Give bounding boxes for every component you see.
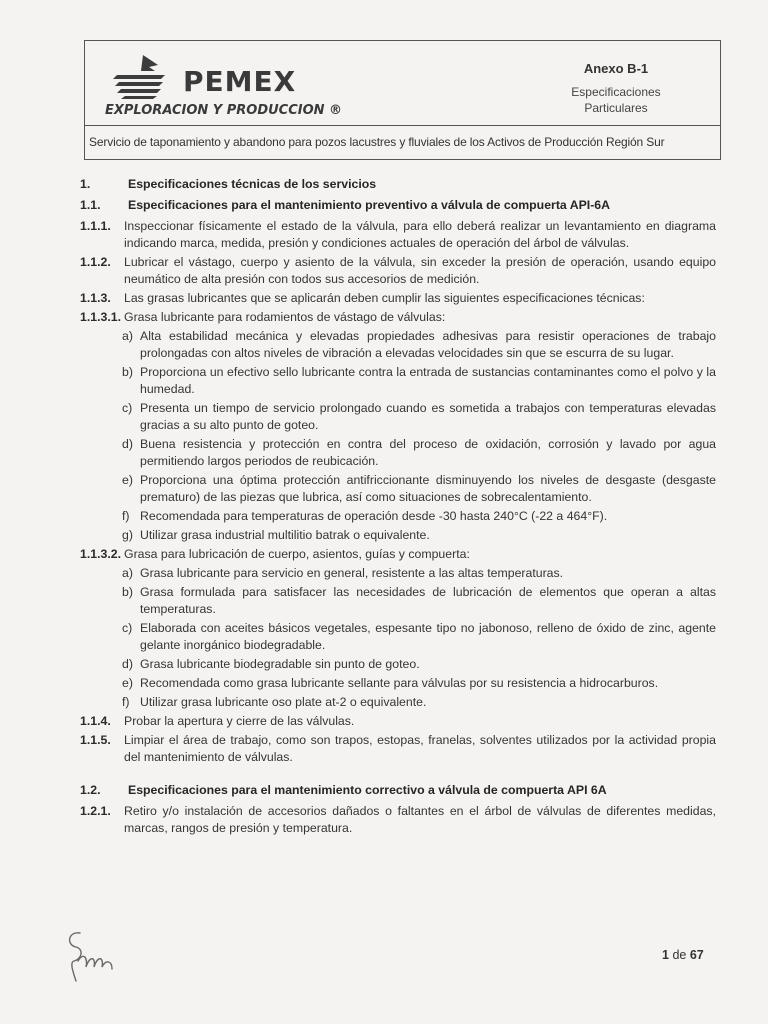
clause [80, 713, 716, 730]
pemex-eagle-icon [103, 51, 183, 101]
list-item-letter: d) [122, 657, 133, 671]
list [122, 328, 716, 544]
annex-title: Anexo B-1 [583, 61, 649, 76]
annex-subtitle [546, 84, 686, 116]
page-total: 67 [689, 948, 704, 962]
clause-number: 1.1.1. [80, 219, 111, 233]
clause-number: 1.1.4. [80, 714, 111, 728]
list-item-letter: a) [122, 329, 133, 343]
list-item [122, 527, 716, 544]
page-current: 1 [662, 948, 669, 962]
page-of: de [672, 948, 687, 962]
section-title: Especificaciones para el mantenimiento correctivo a válvula de compuerta API 6A [128, 783, 607, 797]
clause-text: Retiro y/o instalación de accesorios dañados o faltantes en el árbol de válvulas de diferentes medidas, marcas, rangos de presión y temperatura. [124, 804, 716, 835]
clause [80, 732, 716, 766]
list-item [122, 364, 716, 398]
document-body [80, 176, 716, 839]
clause-number: 1.1.3.1. [80, 310, 122, 324]
list-item-text: Grasa formulada para satisfacer las necesidades de lubricación de elementos que operan a altas temperaturas. [140, 585, 716, 616]
list-item-text: Recomendada como grasa lubricante sellante para válvulas por su resistencia a hidrocarburos. [140, 676, 659, 690]
list-item-letter: b) [122, 365, 133, 379]
clause-text: Probar la apertura y cierre de las válvulas. [124, 714, 355, 728]
list-item [122, 565, 716, 582]
section-title: Especificaciones técnicas de los servicios [128, 177, 377, 191]
section-number: 1.1. [80, 198, 101, 212]
list-item-letter: e) [122, 676, 133, 690]
list-item [122, 620, 716, 654]
list-item-letter: f) [122, 509, 130, 523]
list-item [122, 436, 716, 470]
clause [80, 309, 716, 326]
list-item-letter: b) [122, 585, 133, 599]
clause-number: 1.2.1. [80, 804, 111, 818]
clause [80, 290, 716, 307]
clause-number: 1.1.5. [80, 733, 111, 747]
clause [80, 218, 716, 252]
brand-name: PEMEX [183, 65, 297, 98]
spacer [80, 768, 716, 782]
header-divider [85, 125, 720, 126]
list-item-text: Utilizar grasa industrial multilitio batrak o equivalente. [140, 528, 430, 542]
pemex-logo [103, 51, 383, 121]
subsection-heading [80, 197, 716, 214]
list-item-text: Proporciona una óptima protección antifriccionante disminuyendo los niveles de desgaste (desgaste prematuro) de las piezas que lubrica, así como situaciones de sobrecalentamiento. [140, 473, 716, 504]
clause-text: Limpiar el área de trabajo, como son trapos, estopas, franelas, solventes utilizados por la actividad propia del mantenimiento de válvulas. [124, 733, 716, 764]
annex-subtitle-line-1: Especificaciones [571, 85, 661, 99]
list-item [122, 584, 716, 618]
list-item-text: Grasa lubricante biodegradable sin punto de goteo. [140, 657, 420, 671]
section-number: 1. [80, 177, 91, 191]
subsection-heading [80, 782, 716, 799]
list-item-text: Utilizar grasa lubricante oso plate at-2 o equivalente. [140, 695, 427, 709]
clause [80, 546, 716, 563]
list-item-text: Buena resistencia y protección en contra del proceso de oxidación, corrosión y lavado por agua permitiendo largos periodos de reubicación. [140, 437, 716, 468]
brand-subtitle: EXPLORACION Y PRODUCCION ® [105, 103, 343, 118]
clause-number: 1.1.3. [80, 291, 111, 305]
list [122, 565, 716, 711]
clause-number: 1.1.3.2. [80, 547, 122, 561]
clause-number: 1.1.2. [80, 255, 111, 269]
list-item-letter: e) [122, 473, 133, 487]
page-number [662, 948, 704, 962]
list-item-text: Proporciona un efectivo sello lubricante contra la entrada de sustancias contaminantes como el polvo y la humedad. [140, 365, 716, 396]
list-item-text: Presenta un tiempo de servicio prolongado cuando es sometida a trabajos con temperaturas elevadas gracias a su alto punto de goteo. [140, 401, 716, 432]
section-title: Especificaciones para el mantenimiento preventivo a válvula de compuerta API-6A [128, 198, 611, 212]
list-item [122, 694, 716, 711]
list-item-letter: d) [122, 437, 133, 451]
list-item [122, 656, 716, 673]
list-item-text: Grasa lubricante para servicio en general, resistente a las altas temperaturas. [140, 566, 564, 580]
list-item [122, 508, 716, 525]
list-item-letter: a) [122, 566, 133, 580]
handwritten-signature [60, 925, 140, 990]
section-number: 1.2. [80, 783, 101, 797]
clause-text: Las grasas lubricantes que se aplicarán deben cumplir las siguientes especificaciones técnicas: [124, 291, 645, 305]
service-description: Servicio de taponamiento y abandono para pozos lacustres y fluviales de los Activos de Producción Región Sur [89, 135, 665, 149]
clause-text: Lubricar el vástago, cuerpo y asiento de la válvula, sin exceder la presión de operación, usando equipo neumático de alta presión con todos sus accesorios de medición. [124, 255, 716, 286]
list-item-letter: f) [122, 695, 130, 709]
clause-text: Grasa para lubricación de cuerpo, asientos, guías y compuerta: [124, 547, 470, 561]
annex-block [546, 61, 686, 116]
clause-text: Inspeccionar físicamente el estado de la válvula, para ello deberá realizar un levantamiento en diagrama indicando marca, medida, presión y condiciones actuales de operación del árbol de válvulas. [124, 219, 716, 250]
list-item [122, 472, 716, 506]
list-item-text: Alta estabilidad mecánica y elevadas propiedades adhesivas para resistir operaciones de trabajo prolongadas con altos niveles de vibración a elevadas velocidades sin que se escurra de su lugar. [140, 329, 716, 360]
list-item-letter: c) [122, 401, 133, 415]
list-item-letter: g) [122, 528, 133, 542]
list-item [122, 400, 716, 434]
section-heading [80, 176, 716, 193]
list-item-text: Recomendada para temperaturas de operación desde -30 hasta 240°C (-22 a 464°F). [140, 509, 608, 523]
clause-text: Grasa lubricante para rodamientos de vástago de válvulas: [124, 310, 446, 324]
list-item-letter: c) [122, 621, 133, 635]
list-item [122, 675, 716, 692]
list-item-text: Elaborada con aceites básicos vegetales, espesante tipo no jabonoso, relleno de óxido de zinc, agente gelante inorgánico biodegradable. [140, 621, 716, 652]
clause [80, 803, 716, 837]
list-item [122, 328, 716, 362]
document-header [84, 40, 721, 160]
annex-subtitle-line-2: Particulares [584, 101, 648, 115]
clause [80, 254, 716, 288]
